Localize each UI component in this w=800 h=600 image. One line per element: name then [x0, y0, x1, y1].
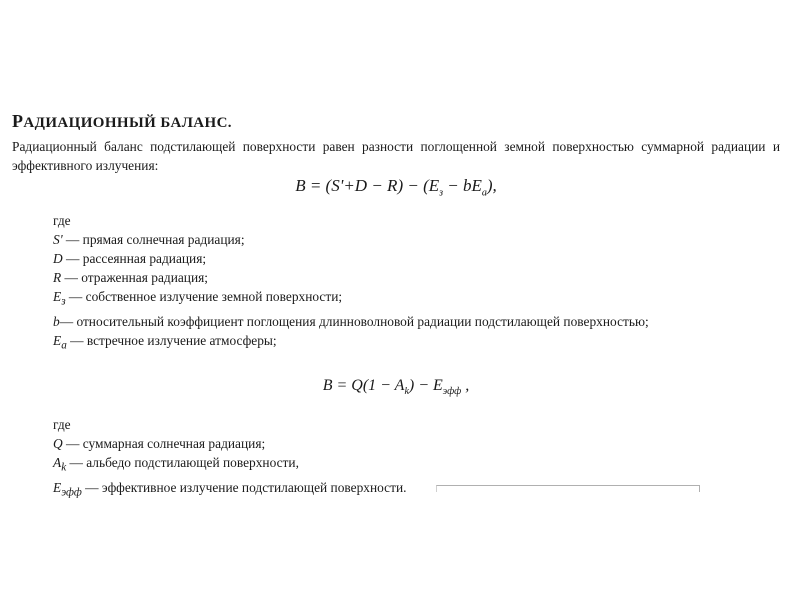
formula2-end: ,	[461, 376, 470, 394]
title-rest: АДИАЦИОННЫЙ БАЛАНС.	[23, 115, 232, 131]
definition-subscript: эфф	[61, 486, 82, 499]
intro-paragraph: Радиационный баланс подстилающей поверхности равен разности поглощенной земной поверхностью суммарной радиации и эффективного излучения:	[12, 139, 780, 173]
definition-text: — эффективное излучение подстилающей поверхности.	[81, 479, 407, 495]
formula1-end: ),	[486, 176, 497, 195]
definition-symbol: S'	[53, 232, 63, 248]
title-initial: Р	[12, 111, 24, 131]
text-box-frame	[436, 485, 700, 492]
definition-item	[12, 331, 780, 356]
where-label-1: где	[53, 213, 71, 229]
document-page	[12, 112, 780, 502]
definition-symbol: Q	[53, 435, 63, 451]
formula-radiation-balance	[12, 176, 780, 202]
formula1-sub1: з	[439, 187, 444, 199]
definition-subscript: з	[61, 296, 66, 309]
definition-item	[12, 249, 780, 268]
definition-symbol: E	[53, 479, 62, 495]
definition-text: — встречное излучение атмосферы;	[66, 333, 277, 349]
formula2-sub1: k	[404, 385, 409, 397]
definition-symbol: E	[53, 333, 62, 349]
definition-text: — отраженная радиация;	[61, 270, 209, 286]
formula2-mid: ) − E	[408, 376, 443, 394]
definition-subscript: k	[61, 461, 67, 474]
definition-text: — собственное излучение земной поверхности;	[65, 289, 343, 305]
definition-item	[12, 268, 780, 287]
definition-item	[12, 453, 780, 478]
definition-text: — относительный коэффициент поглощения длинноволновой радиации подстилающей поверхностью;	[59, 314, 649, 330]
definition-item	[12, 434, 780, 453]
formula1-part: B = (S'+D − R) − (E	[295, 176, 440, 195]
definition-text: — суммарная солнечная радиация;	[62, 435, 266, 451]
definition-item	[12, 287, 780, 312]
definition-text: — прямая солнечная радиация;	[62, 232, 245, 248]
definition-symbol: A	[53, 454, 62, 470]
definition-text: — альбедо подстилающей поверхности,	[66, 454, 299, 470]
where-label-2: где	[53, 416, 71, 432]
formula1-mid: − bE	[443, 176, 482, 195]
definition-text: — рассеянная радиация;	[62, 251, 207, 267]
formula-radiation-balance-2	[12, 376, 780, 401]
formula1-sub2: a	[481, 187, 487, 199]
definition-item	[12, 312, 780, 331]
formula2-part: B = Q(1 − A	[322, 376, 405, 394]
definition-subscript: a	[61, 339, 67, 352]
definition-symbol: R	[53, 270, 62, 286]
definition-symbol: E	[53, 289, 62, 305]
definition-symbol: b	[53, 314, 60, 330]
definition-item	[12, 230, 780, 249]
section-title	[12, 112, 780, 133]
formula2-sub2: эфф	[442, 385, 462, 397]
definition-symbol: D	[53, 251, 63, 267]
